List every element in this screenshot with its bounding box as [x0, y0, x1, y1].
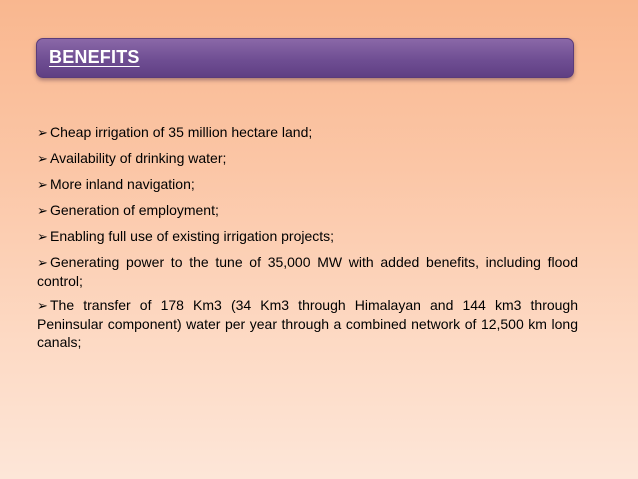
arrowhead-bullet-icon: ➢	[37, 177, 48, 192]
bullet-text: Generation of employment;	[50, 202, 219, 218]
bullet-item	[37, 123, 578, 142]
bullet-item	[37, 253, 578, 290]
arrowhead-bullet-icon: ➢	[37, 298, 48, 313]
arrowhead-bullet-icon: ➢	[37, 229, 48, 244]
arrowhead-bullet-icon: ➢	[37, 151, 48, 166]
arrowhead-bullet-icon: ➢	[37, 125, 48, 140]
bullet-item	[37, 227, 578, 246]
arrowhead-bullet-icon: ➢	[37, 255, 48, 270]
bullet-text: Generating power to the tune of 35,000 MW with added benefits, including flood control;	[37, 254, 578, 289]
bullet-item	[37, 296, 578, 351]
bullet-item	[37, 149, 578, 168]
bullet-text: More inland navigation;	[50, 176, 195, 192]
title-bar	[36, 38, 574, 78]
bullet-item	[37, 201, 578, 220]
bullet-item	[37, 175, 578, 194]
slide-title: BENEFITS	[49, 47, 140, 67]
bullet-list	[37, 123, 578, 357]
bullet-text: Availability of drinking water;	[50, 150, 227, 166]
bullet-text: Cheap irrigation of 35 million hectare land;	[50, 124, 313, 140]
bullet-text: The transfer of 178 Km3 (34 Km3 through Himalayan and 144 km3 through Peninsular component) water per year through a combined network of 12,500 km long canals;	[37, 297, 578, 350]
arrowhead-bullet-icon: ➢	[37, 203, 48, 218]
bullet-text: Enabling full use of existing irrigation projects;	[50, 228, 335, 244]
